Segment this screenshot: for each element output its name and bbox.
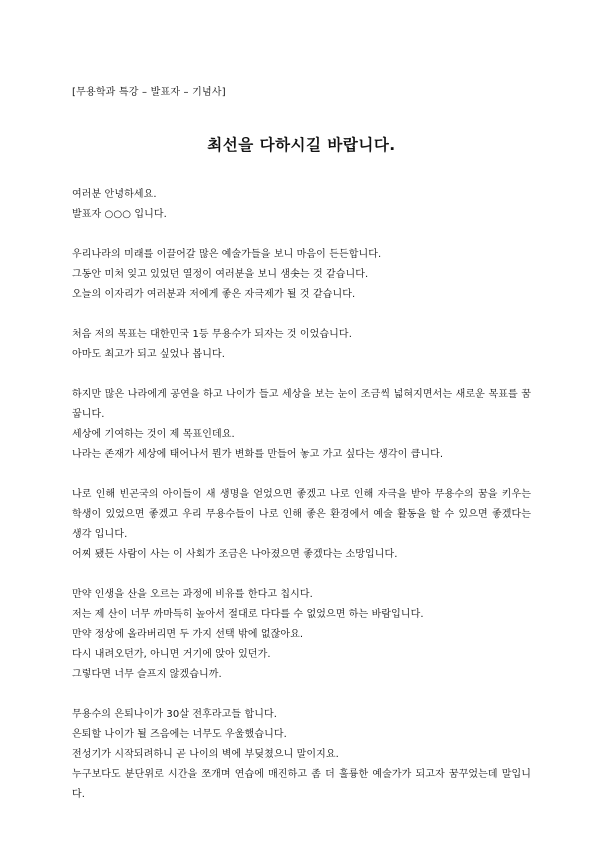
paragraph-wishes xyxy=(72,485,531,565)
text-line: 만약 정상에 올라버리면 두 가지 선택 밖에 없잖아요. xyxy=(72,629,304,640)
paragraph-new-goal xyxy=(72,385,531,465)
text-line: 저는 제 산이 너무 까마득히 높아서 절대로 다다를 수 없었으면 하는 바람입니다. xyxy=(72,609,424,620)
paragraph-first-goal xyxy=(72,325,531,365)
text-line: 나라는 존재가 세상에 태어나서 뭔가 변화를 만들어 놓고 가고 싶다는 생각이 큽니다. xyxy=(72,449,444,460)
text-line: 누구보다도 분단위로 시간을 쪼개며 연습에 매진하고 좀 더 훌륭한 예술가가 되고자 꿈꾸었는데 말입니다. xyxy=(72,769,531,800)
text-line: 만약 인생을 산을 오르는 과정에 비유를 한다고 칩시다. xyxy=(72,589,313,600)
paragraph-greeting xyxy=(72,185,531,225)
paragraph-mountain xyxy=(72,585,531,685)
text-line: 세상에 기여하는 것이 제 목표인데요. xyxy=(72,429,235,440)
text-line: 아마도 최고가 되고 싶었나 봅니다. xyxy=(72,349,226,360)
text-line: 하지만 많은 나라에게 공연을 하고 나이가 들고 세상을 보는 눈이 조금씩 넓혀지면서는 새로운 목표를 꿈꿉니다. xyxy=(72,389,531,420)
text-line: 발표자 ○○○ 입니다. xyxy=(72,209,167,220)
paragraph-retirement xyxy=(72,705,531,805)
text-line: 전성기가 시작되려하니 곧 나이의 벽에 부딪쳤으니 말이지요. xyxy=(72,749,339,760)
text-line: 나로 인해 빈곤국의 아이들이 새 생명을 얻었으면 좋겠고 나로 인해 자극을 받아 무용수의 꿈을 키우는 학생이 있었으면 좋겠고 우리 무용수들이 나로 인해 좋은 환경에서 예술 활동을 할 수 있으면 좋겠다는 생각 입니다. xyxy=(72,489,531,540)
text-line: 오늘의 이자리가 여러분과 저에게 좋은 자극제가 될 것 같습니다. xyxy=(72,289,356,300)
header-tag: [무용학과 특강 – 발표자 – 기념사] xyxy=(72,87,226,98)
text-line: 은퇴할 나이가 될 즈음에는 너무도 우울했습니다. xyxy=(72,729,287,740)
paragraph-intro xyxy=(72,245,531,305)
text-line: 그렇다면 너무 슬프지 않겠습니까. xyxy=(72,669,222,680)
text-line: 어찌 됐든 사람이 사는 이 사회가 조금은 나아졌으면 좋겠다는 소망입니다. xyxy=(72,549,398,560)
text-line: 여러분 안녕하세요. xyxy=(72,189,157,200)
document-body xyxy=(72,185,531,805)
text-line: 다시 내려오던가, 아니면 거기에 앉아 있던가. xyxy=(72,649,271,660)
text-line: 그동안 미처 잊고 있었던 열정이 여러분을 보니 샘솟는 것 같습니다. xyxy=(72,269,369,280)
text-line: 우리나라의 미래를 이끌어갈 많은 예술가들을 보니 마음이 든든합니다. xyxy=(72,249,382,260)
text-line: 무용수의 은퇴나이가 30살 전후라고들 합니다. xyxy=(72,709,277,720)
document-title: 최선을 다하시길 바랍니다. xyxy=(207,136,396,154)
text-line: 처음 저의 목표는 대한민국 1등 무용수가 되자는 것 이었습니다. xyxy=(72,329,352,340)
